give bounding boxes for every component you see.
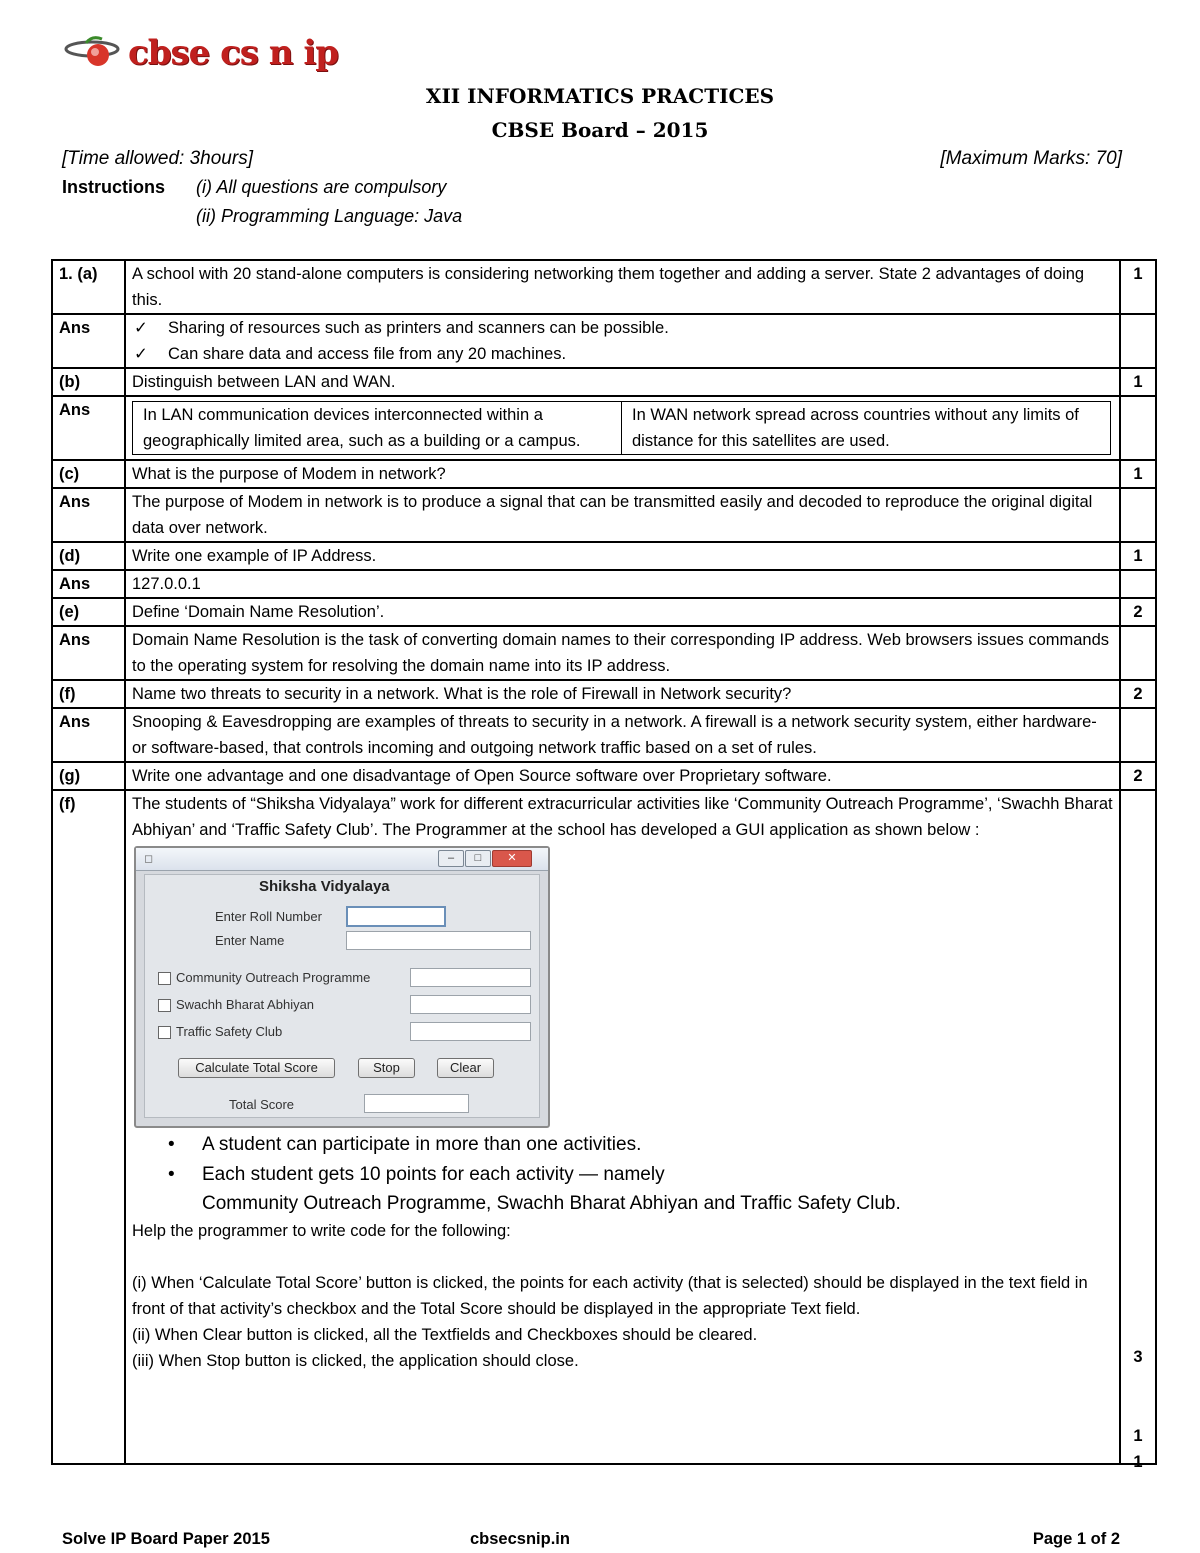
question-marks: 3 (1133, 1348, 1143, 1366)
answer-text: The purpose of Modem in network is to produce a signal that can be transmitted easily and decoded to reproduce the original digital data over network. (125, 488, 1120, 542)
roll-number-label: Enter Roll Number (215, 909, 322, 924)
paper-subtitle: CBSE Board – 2015 (491, 118, 709, 142)
question-marks: 1 (1120, 460, 1156, 488)
name-input[interactable] (346, 931, 531, 950)
answer-cell (125, 314, 1120, 368)
clear-button[interactable]: Clear (437, 1058, 494, 1078)
table-row (52, 460, 1156, 488)
answer-label: Ans (52, 314, 125, 368)
activity-notes (132, 1130, 1113, 1190)
calculate-total-score-button[interactable]: Calculate Total Score (178, 1058, 335, 1078)
answer-cell (125, 396, 1120, 460)
stop-button[interactable]: Stop (358, 1058, 415, 1078)
instruction-1: (i) All questions are compulsory (196, 177, 447, 197)
name-label: Enter Name (215, 933, 285, 948)
close-icon[interactable]: ✕ (492, 850, 532, 867)
table-row (52, 314, 1156, 368)
answer-label: Ans (52, 570, 125, 598)
question-text: Write one example of IP Address. (125, 542, 1120, 570)
traffic-safety-checkbox[interactable] (158, 1026, 171, 1039)
swachh-bharat-points-field[interactable] (410, 995, 531, 1014)
question-number: (f) (52, 680, 125, 708)
table-row (52, 542, 1156, 570)
instructions-label: Instructions (62, 177, 166, 197)
question-text: What is the purpose of Modem in network? (125, 460, 1120, 488)
instruction-2: (ii) Programming Language: Java (196, 206, 463, 226)
community-outreach-label: Community Outreach Programme (176, 970, 371, 985)
roll-number-input[interactable] (346, 906, 446, 927)
question-number: (g) (52, 762, 125, 790)
table-row (52, 708, 1156, 762)
part-iii-text: (iii) When Stop button is clicked, the application should close. (132, 1352, 579, 1370)
gui-window (134, 846, 550, 1128)
question-number: (c) (52, 460, 125, 488)
answer-label: Ans (52, 708, 125, 762)
question-cell (125, 790, 1120, 1464)
question-marks: 2 (1120, 598, 1156, 626)
question-text: Define ‘Domain Name Resolution’. (125, 598, 1120, 626)
question-number: 1. (a) (52, 260, 125, 314)
community-outreach-checkbox[interactable] (158, 972, 171, 985)
answer-text: 127.0.0.1 (125, 570, 1120, 598)
question-table (51, 259, 1157, 1471)
page-number: Page 1 of 2 (1032, 1530, 1120, 1548)
question-number: (e) (52, 598, 125, 626)
logo-swoosh-icon (62, 33, 122, 73)
answer-checklist (132, 315, 1113, 367)
question-marks: 1 (1120, 542, 1156, 570)
question-text: A school with 20 stand-alone computers is considering networking them together and adding a server. State 2 advantages of doing this. (125, 260, 1120, 314)
question-marks: 1 (1133, 1427, 1143, 1445)
list-item: ✓ Sharing of resources such as printers and scanners can be possible. (168, 315, 1113, 341)
table-row (52, 626, 1156, 680)
marks-cell (1120, 790, 1156, 1471)
time-allowed: [Time allowed: 3hours] (62, 148, 253, 169)
maximize-icon[interactable]: □ (465, 850, 491, 867)
community-outreach-points-field[interactable] (410, 968, 531, 987)
answer-label: Ans (52, 626, 125, 680)
paper-title: XII INFORMATICS PRACTICES (425, 84, 775, 108)
question-marks: 2 (1120, 762, 1156, 790)
gui-heading: Shiksha Vidyalaya (259, 878, 390, 895)
lan-wan-table (132, 401, 1111, 455)
activity-list: Community Outreach Programme, Swachh Bharat Abhiyan and Traffic Safety Club. (202, 1193, 901, 1214)
logo (62, 28, 338, 78)
answer-label: Ans (52, 396, 125, 460)
table-row (52, 570, 1156, 598)
maximum-marks: [Maximum Marks: 70] (940, 148, 1122, 169)
answer-label: Ans (52, 488, 125, 542)
gui-body (144, 874, 540, 1118)
question-marks: 1 (1120, 260, 1156, 314)
logo-text: cbse cs n ip (128, 33, 339, 73)
app-icon: ◻ (144, 853, 154, 865)
table-row (52, 260, 1156, 314)
list-item: ✓ Can share data and access file from any 20 machines. (168, 341, 1113, 367)
table-row (52, 790, 1156, 1464)
question-number: (f) (52, 790, 125, 1464)
table-row (52, 488, 1156, 542)
question-marks: 1 (1120, 368, 1156, 396)
help-text: Help the programmer to write code for the following: (132, 1222, 511, 1240)
wan-description: In WAN network spread across countries without any limits of distance for this satellites are used. (622, 402, 1111, 455)
traffic-safety-points-field[interactable] (410, 1022, 531, 1041)
table-row (52, 368, 1156, 396)
answer-text: Domain Name Resolution is the task of converting domain names to their corresponding IP address. Web browsers issues commands to the operating system for resolving the domain name into its IP address. (125, 626, 1120, 680)
question-text: Name two threats to security in a network. What is the role of Firewall in Network security? (125, 680, 1120, 708)
part-i-text: (i) When ‘Calculate Total Score’ button is clicked, the points for each activity (that is selected) should be displayed in the text field in front of that activity’s checkbox and the Total Score should be displayed in the appropriate Text field. (132, 1274, 1088, 1318)
list-item: • A student can participate in more than one activities. (202, 1130, 1113, 1160)
traffic-safety-label: Traffic Safety Club (176, 1024, 283, 1039)
swachh-bharat-label: Swachh Bharat Abhiyan (176, 997, 315, 1012)
question-marks: 2 (1120, 680, 1156, 708)
question-text: Write one advantage and one disadvantage of Open Source software over Proprietary software. (125, 762, 1120, 790)
answer-text: Snooping & Eavesdropping are examples of threats to security in a network. A firewall is a network security system, either hardware- or software-based, that controls incoming and outgoing network traffic based on a set of rules. (125, 708, 1120, 762)
question-text: Distinguish between LAN and WAN. (125, 368, 1120, 396)
footer-site: cbsecsnip.in (470, 1530, 570, 1548)
table-row (52, 598, 1156, 626)
question-number: (b) (52, 368, 125, 396)
table-row (52, 680, 1156, 708)
table-row (52, 762, 1156, 790)
total-score-field[interactable] (364, 1094, 469, 1113)
question-intro: The students of “Shiksha Vidyalaya” work for different extracurricular activities like ‘Community Outreach Programme’, ‘Swachh Bharat Abhiyan’ and ‘Traffic Safety Club’. The Programmer at the school has developed a GUI application as shown below : (132, 795, 1113, 839)
gui-title-bar (136, 848, 548, 871)
question-number: (d) (52, 542, 125, 570)
total-score-label: Total Score (229, 1097, 295, 1112)
part-ii-text: (ii) When Clear button is clicked, all the Textfields and Checkboxes should be cleared. (132, 1326, 758, 1344)
minimize-icon[interactable]: – (438, 850, 464, 867)
list-item: • Each student gets 10 points for each activity — namely (202, 1160, 1113, 1190)
footer-title: Solve IP Board Paper 2015 (62, 1530, 270, 1548)
swachh-bharat-checkbox[interactable] (158, 999, 171, 1012)
question-marks: 1 (1133, 1453, 1143, 1471)
lan-description: In LAN communication devices interconnected within a geographically limited area, such as a building or a campus. (133, 402, 622, 455)
table-row (52, 396, 1156, 460)
